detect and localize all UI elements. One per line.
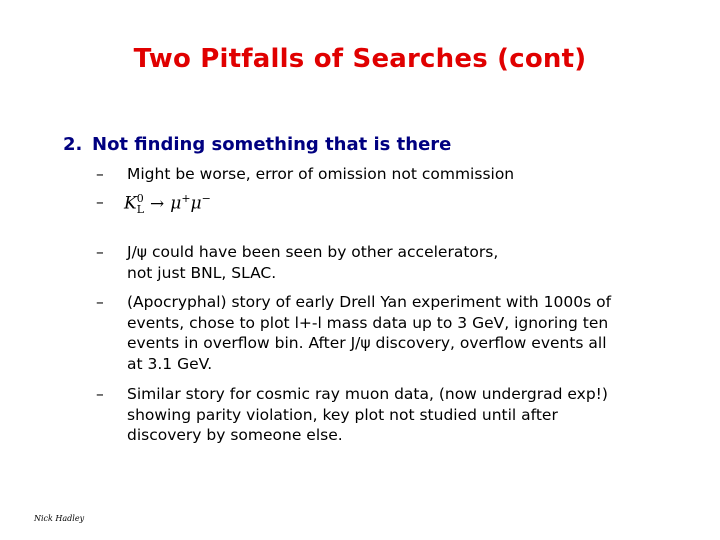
section-heading: [63, 134, 451, 155]
kaon-superscript: 0: [136, 192, 144, 205]
muon-charge: −: [201, 192, 211, 205]
bullet-text: [127, 384, 692, 446]
footer-author: Nick Hadley: [34, 514, 85, 523]
slide-title: Two Pitfalls of Searches (cont): [133, 44, 587, 74]
bullet-text: [127, 164, 692, 185]
bullet-line: not just BNL, SLAC.: [127, 263, 277, 282]
muon-charge: +: [181, 192, 191, 205]
bullet-dash: –: [96, 293, 104, 311]
bullet-line: showing parity violation, key plot not studied until after: [127, 405, 558, 424]
bullet-line: Similar story for cosmic ray muon data, (now undergrad exp!): [127, 385, 608, 403]
bullet-text: [127, 292, 692, 374]
item-number: 2.: [63, 134, 83, 155]
decay-formula: [124, 192, 211, 216]
bullet-text: [127, 242, 692, 283]
bullet-line: (Apocryphal) story of early Drell Yan experiment with 1000s of: [127, 293, 612, 311]
bullet-dash: –: [96, 385, 104, 403]
muon-symbol: μ: [190, 193, 202, 214]
bullet-line: Might be worse, error of omission not commission: [127, 165, 515, 183]
bullet-dash: –: [96, 243, 104, 261]
bullet-line: events, chose to plot l+-l mass data up to 3 GeV, ignoring ten: [127, 313, 609, 332]
bullet-line: J/ψ could have been seen by other accelerators,: [127, 243, 499, 261]
bullet-dash: –: [96, 193, 104, 211]
bullet-line: at 3.1 GeV.: [127, 354, 213, 373]
kaon-subscript: L: [136, 203, 145, 217]
bullet-line: events in overflow bin. After J/ψ discovery, overflow events all: [127, 334, 607, 352]
muon-symbol: μ: [170, 193, 182, 214]
decay-arrow: →: [150, 193, 165, 214]
bullet-line: discovery by someone else.: [127, 426, 343, 444]
item-heading: Not finding something that is there: [92, 134, 452, 155]
kaon-symbol: K: [124, 193, 137, 214]
bullet-dash: –: [96, 165, 104, 183]
